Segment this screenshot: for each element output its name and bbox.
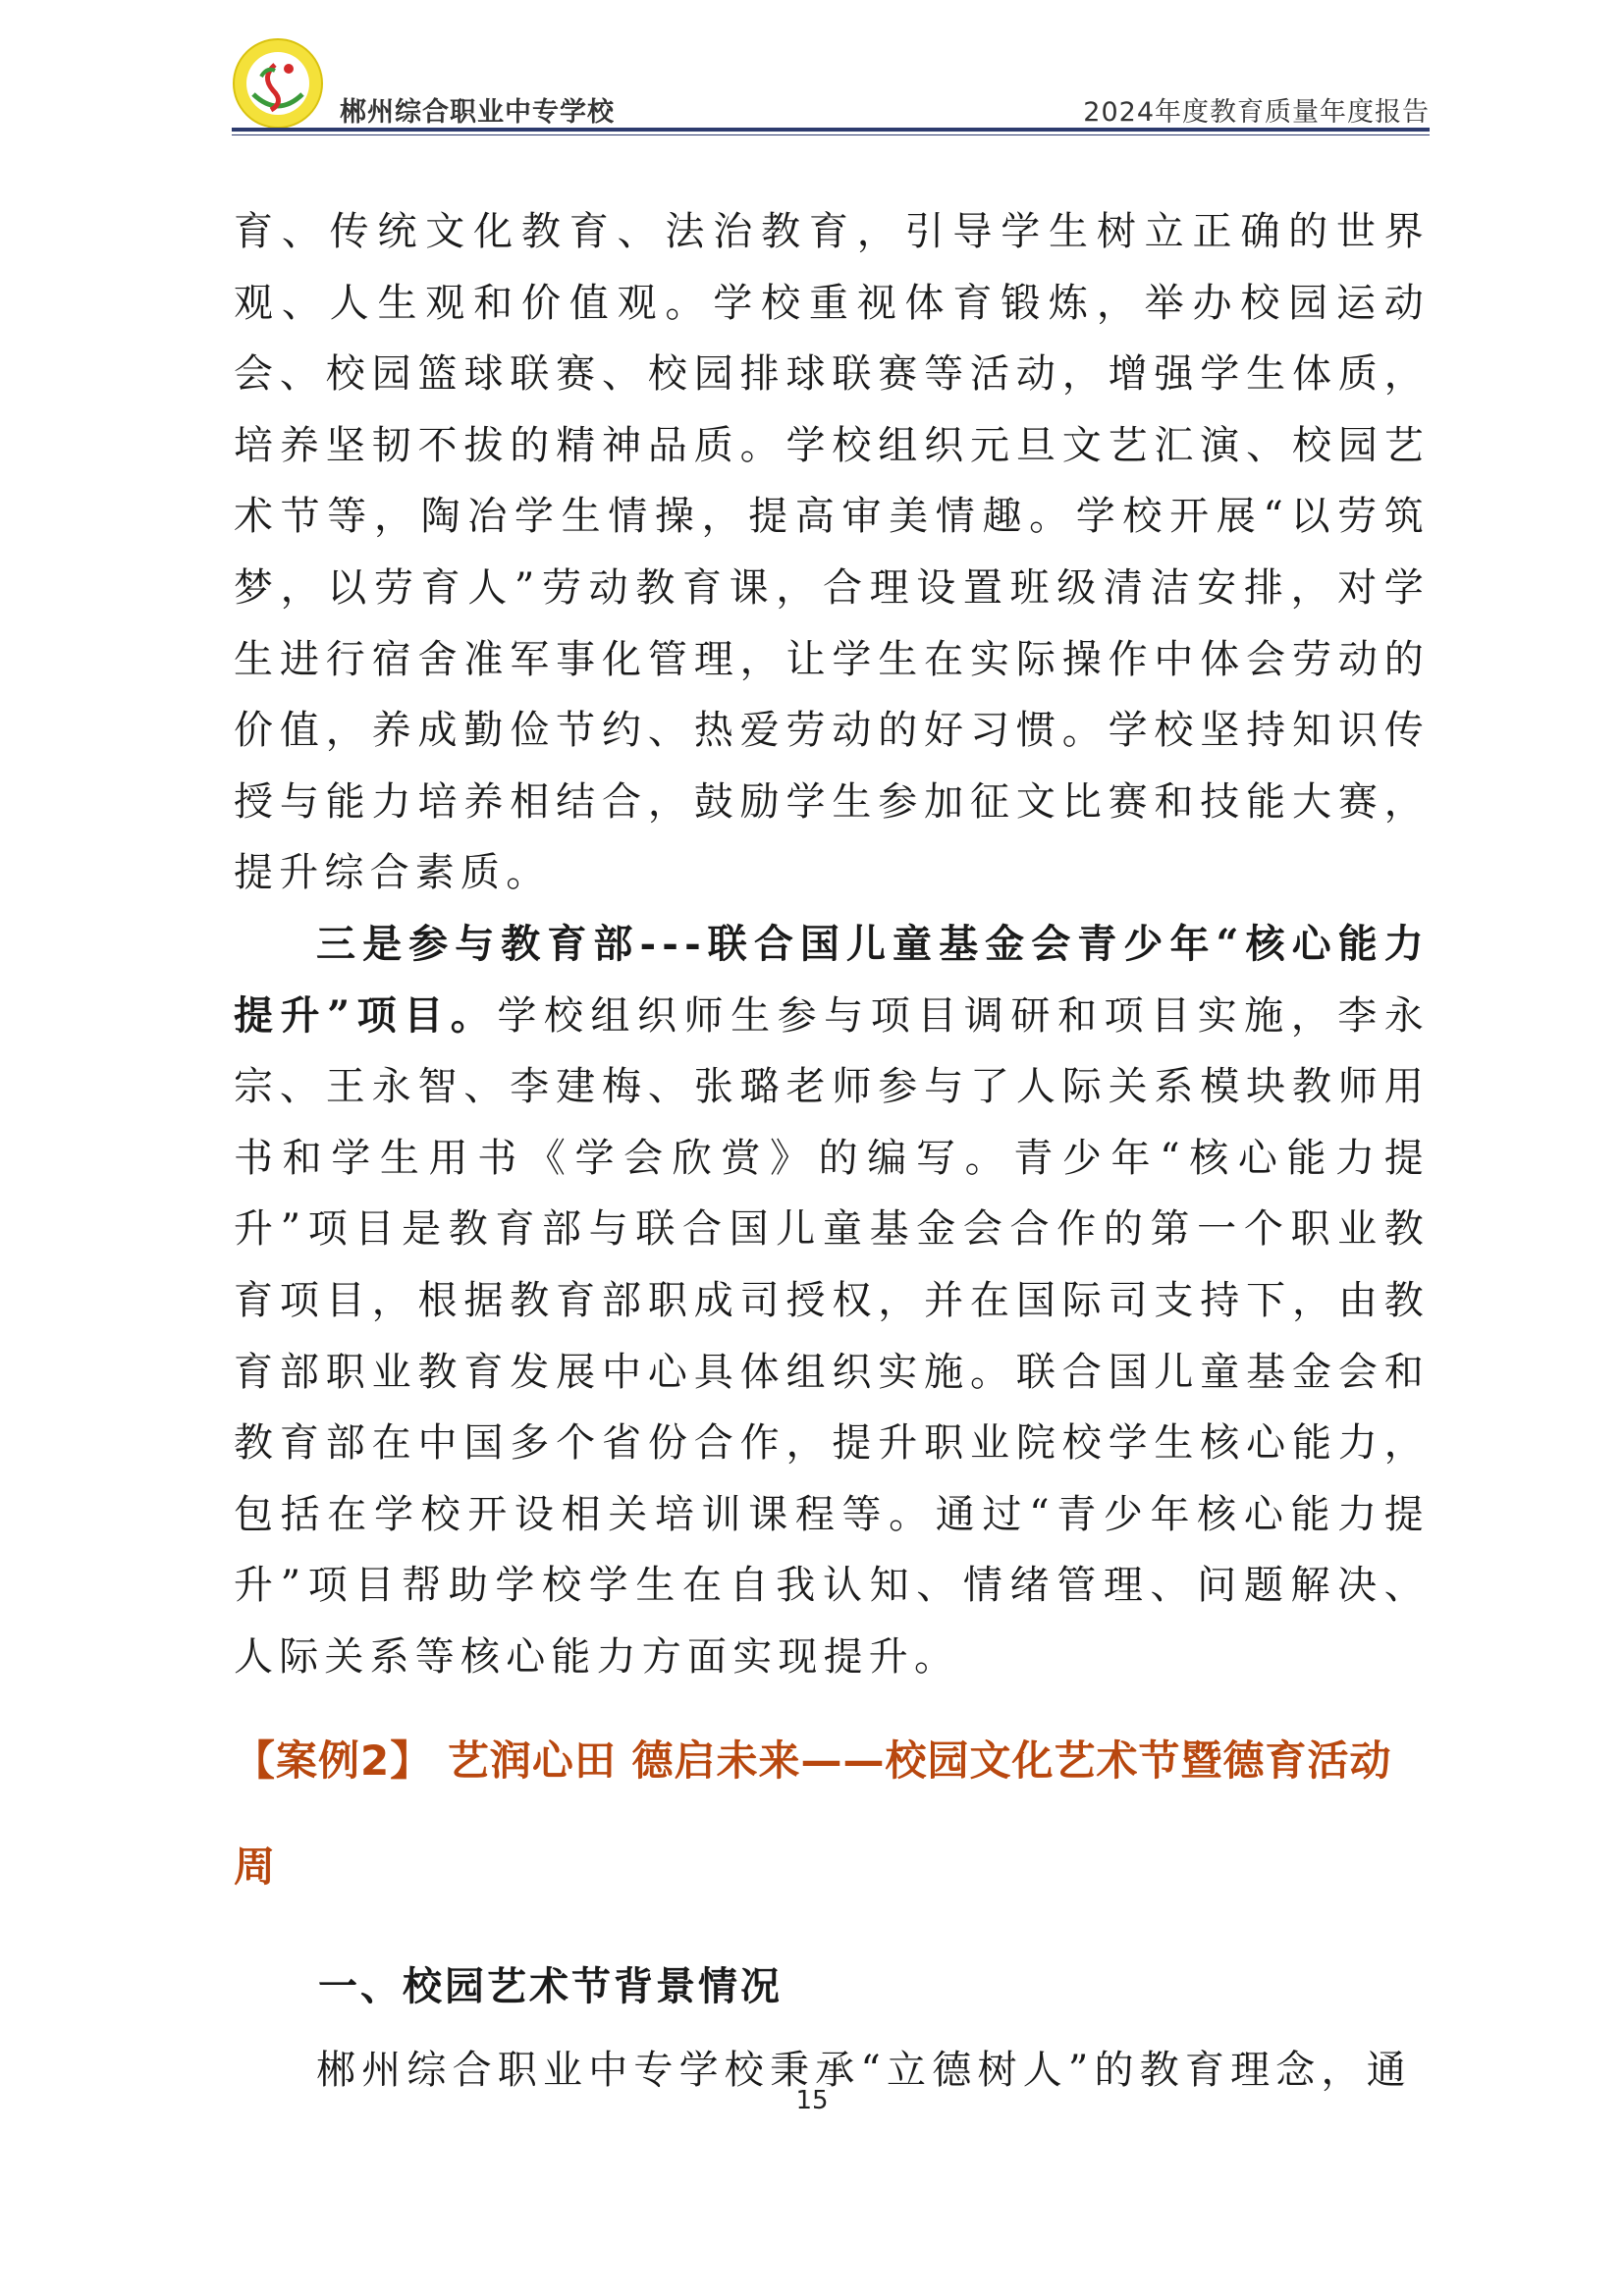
report-title: 2024年度教育质量年度报告 (1083, 97, 1430, 128)
paragraph-3: 郴州综合职业中专学校秉承“立德树人”的教育理念，通 (316, 2048, 1412, 2093)
case-title: 【案例2】 艺润心田 德启未来——校园文化艺术节暨德育活动周 (234, 1736, 1392, 1891)
school-logo-icon (232, 37, 324, 130)
main-content (234, 196, 1430, 1692)
page-number: 15 (795, 2086, 829, 2115)
header-rule-thin (232, 134, 1430, 135)
section-heading: 一、校园艺术节背景情况 (318, 1963, 783, 2009)
paragraph-1: 育、传统文化教育、法治教育，引导学生树立正确的世界观、人生观和价值观。学校重视体育锻炼，举办校园运动会、校园篮球联赛、校园排球联赛等活动，增强学生体质，培养坚韧不拔的精神品质。学校组织元旦文艺汇演、校园艺术节等，陶冶学生情操，提高审美情趣。学校开展“以劳筑梦，以劳育人”劳动教育课，合理设置班级清洁安排，对学生进行宿舍准军事化管理，让学生在实际操作中体会劳动的价值，养成勤俭节约、热爱劳动的好习惯。学校坚持知识传授与能力培养相结合，鼓励学生参加征文比赛和技能大赛，提升综合素质。 (234, 209, 1430, 896)
school-name: 郴州综合职业中专学校 (340, 97, 615, 128)
paragraph-2-body: 学校组织师生参与项目调研和项目实施，李永宗、王永智、李建梅、张璐老师参与了人际关系模块教师用书和学生用书《学会欣赏》的编写。青少年“核心能力提升”项目是教育部与联合国儿童基金会合作的第一个职业教育项目，根据教育部职成司授权，并在国际司支持下，由教育部职业教育发展中心具体组织实施。联合国儿童基金会和教育部在中国多个省份合作，提升职业院校学生核心能力，包括在学校开设相关培训课程等。通过“青少年核心能力提升”项目帮助学校学生在自我认知、情绪管理、问题解决、人际关系等核心能力方面实现提升。 (234, 992, 1431, 1680)
page-header (232, 29, 1430, 137)
paragraph-2 (234, 909, 1430, 1693)
header-rule (232, 128, 1430, 132)
paragraph-2-lead: 三是参与教育部---联合国儿童基金会青少年“核心能力提升”项目。 (234, 920, 1430, 1039)
